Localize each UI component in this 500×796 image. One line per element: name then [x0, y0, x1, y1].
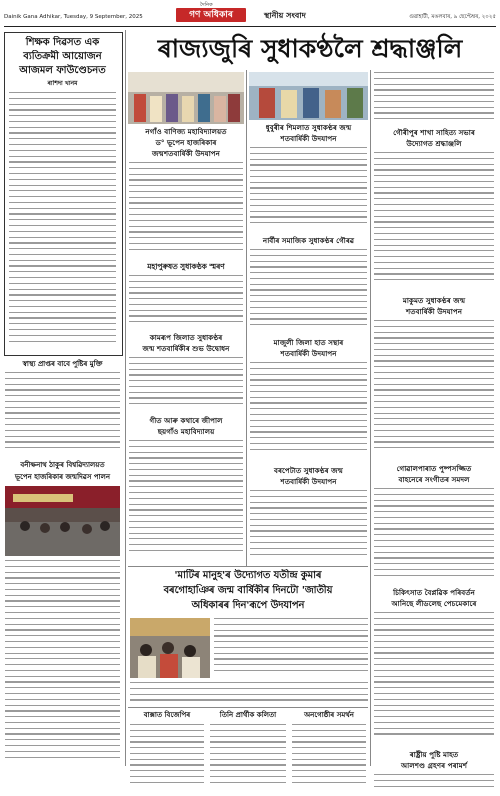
- story-headline: গোৱালপাৰাত পুষ্পসজ্জিত: [396, 464, 472, 473]
- story-headline: জন্ম শতবাৰ্ষিকীৰ শুভ উদ্বোধন: [142, 344, 230, 353]
- article-body: [374, 774, 494, 792]
- main-headline: ৰাজ্যজুৰি সুধাকণ্ঠলৈ শ্ৰদ্ধাঞ্জলি: [157, 34, 463, 63]
- story-headline: ধুবুৰীৰ শিমলাত সুধাকণ্ঠৰ জন্ম: [265, 123, 352, 132]
- feature-headline: 'মাটিৰ মানুহ'ৰ উদ্যোগত যতীন্দ্ৰ কুমাৰ: [174, 570, 322, 581]
- story-headline: তিনি প্ৰাৰ্থীক কলিতা: [219, 711, 277, 719]
- story-headline: আনিছে লীডলেছ পেচমেকাৰে: [391, 599, 477, 608]
- article-body: [129, 357, 243, 413]
- article-body: [129, 162, 243, 258]
- article-body: [9, 92, 116, 350]
- event-photo: [130, 618, 210, 678]
- story-headline: অনগোষ্ঠীৰ সমৰ্থন: [304, 711, 354, 719]
- story-headline: বৰপেটাত সুধাকণ্ঠৰ জন্ম: [274, 466, 343, 475]
- feature-headline: বৰগোহাঞিৰ জন্ম বাৰ্ষিকীৰ দিনটো 'জাতীয়: [163, 585, 333, 596]
- story-headline: গীত আৰু কথাৰে জীপাল: [149, 416, 223, 425]
- story-headline: আলশণ্ড গ্ৰহণৰ পৰামৰ্শ: [401, 761, 467, 770]
- story-headline: ব্যতিক্ৰমী আয়োজন: [23, 51, 102, 62]
- story-headline: জন্মশতবাৰ্ষিকী উদযাপন: [152, 149, 220, 158]
- story-headline: শতবাৰ্ষিকী উদযাপন: [280, 134, 337, 143]
- story-headline: বনীক্ষনাথ ঠাকুৰ বিশ্বৱিদ্যালয়ত: [20, 461, 105, 469]
- story-headline: আজমল ফাউণ্ডেচনত: [19, 65, 106, 76]
- publication-line: Dainik Gana Adhikar, Tuesday, 9 September, 2025: [4, 14, 143, 20]
- story-headline: বাহনেৰে সংগীতৰ সমদল: [398, 475, 470, 484]
- story-headline: কামৰূপ জিলাত সুধাকণ্ঠৰ: [149, 333, 223, 342]
- section-title: স্থানীয় সংবাদ: [264, 11, 306, 20]
- story-headline: শতবাৰ্ষিকী উদযাপন: [405, 307, 463, 316]
- story-headline: বাক্সাত বিজেপিৰ: [143, 711, 191, 719]
- story-headline: শতবাৰ্ষিকী উদযাপন: [280, 349, 337, 358]
- article-body: [374, 488, 494, 584]
- article-body: [210, 724, 286, 792]
- date-line: গুৱাহাটী, মঙলবাৰ, ৯ ছেপ্টেম্বৰ, ২০২৫: [409, 14, 496, 20]
- article-body: [374, 320, 494, 460]
- story-headline: নগাঁও বাণিজ্য মহাবিদ্যালয়ত: [145, 127, 227, 136]
- article-body: [250, 147, 367, 233]
- masthead: [4, 4, 496, 27]
- article-body: [129, 440, 243, 560]
- story-headline: মহাপুৰুষত সুধাকণ্ঠক স্মৰণ: [147, 262, 225, 271]
- story-headline: ছয়গাঁও মহাবিদ্যালয়: [157, 427, 215, 436]
- section-divider: [128, 707, 368, 708]
- story-headline: মাজুলী জিলা হাত সন্থাৰ: [273, 338, 344, 347]
- article-body: [129, 275, 243, 331]
- column-divider: [370, 70, 371, 766]
- story-headline: ভূপেন হাজৰিকাৰ জন্মদিৱস পালন: [14, 473, 111, 481]
- article-body: [374, 72, 494, 126]
- event-photo: [249, 72, 368, 120]
- article-body: [5, 372, 120, 458]
- story-headline: চিকিৎসাত বৈপ্লৱিক পৰিবৰ্তন: [393, 588, 475, 597]
- article-body: [130, 724, 204, 792]
- column-divider: [125, 30, 126, 766]
- article-body: [250, 249, 367, 335]
- article-body: [374, 612, 494, 744]
- event-photo: [5, 486, 120, 556]
- event-photo: [128, 72, 244, 124]
- article-body: [250, 490, 367, 562]
- article-body: [292, 724, 366, 792]
- story-headline: উদ্যোগত শ্ৰদ্ধাঞ্জলি: [406, 139, 462, 148]
- story-headline: শিক্ষক দিৱসত এক: [25, 37, 100, 48]
- article-body: [5, 560, 120, 764]
- article-body: [130, 682, 368, 704]
- story-headline: ৰাষ্ট্ৰীয় পুষ্টি মাহত: [409, 750, 459, 759]
- logo-small-text: দৈনিক: [200, 2, 213, 8]
- feature-headline: অধিকাৰৰ দিন'ৰূপে উদযাপন: [191, 600, 305, 611]
- section-divider: [128, 566, 368, 567]
- story-headline: ড° ভূপেন হাজৰিকাৰ: [155, 138, 217, 147]
- story-headline: মাকুমত সুধাকণ্ঠৰ জন্ম: [402, 296, 466, 305]
- story-headline: শতবাৰ্ষিকী উদযাপন: [280, 477, 337, 486]
- story-headline: গৌৰীপুৰ শাখা সাহিত্য সভাৰ: [393, 128, 475, 137]
- logo-text: গণ অধিকাৰ: [176, 8, 246, 22]
- article-body: [250, 362, 367, 462]
- story-headline: স্বাস্থ্য প্ৰাপ্তৰ বাবে পুষ্টিৰ মুক্তি: [22, 360, 103, 368]
- article-body: [374, 152, 494, 292]
- column-divider: [246, 70, 247, 566]
- article-body: [214, 618, 368, 678]
- byline: ৰাশিদা খানম: [47, 80, 78, 87]
- story-headline: নাৰ্বীৰ সমাজিক সুধাকণ্ঠৰ গৌৰৱ: [262, 236, 355, 245]
